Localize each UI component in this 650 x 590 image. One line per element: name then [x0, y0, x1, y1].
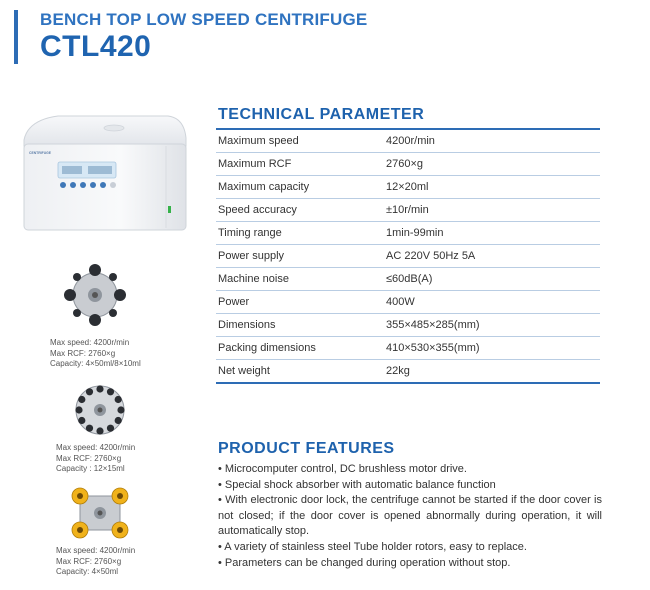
param-name: Power supply [218, 250, 285, 262]
param-value: 4200r/min [386, 135, 435, 147]
table-row [216, 245, 600, 268]
param-name: Power [218, 296, 250, 308]
param-name: Maximum capacity [218, 181, 310, 193]
rotor-image-3 [68, 486, 132, 542]
param-name: Packing dimensions [218, 342, 316, 354]
table-row [216, 291, 600, 314]
param-name: Net weight [218, 365, 270, 377]
rotor-caption-3 [56, 546, 135, 578]
param-name: Timing range [218, 227, 282, 239]
list-item: • With electronic door lock, the centrifuge cannot be started if the door cover is not closed; if the door cover is opened abnormally during operation, it will automatically stop. [218, 494, 602, 538]
list-item: • Microcomputer control, DC brushless motor drive. [218, 463, 467, 475]
rotor-capacity: Capacity : 12×15ml [56, 464, 125, 473]
list-item: • A variety of stainless steel Tube holder rotors, easy to replace. [218, 540, 527, 553]
table-row [216, 176, 600, 199]
rotor-capacity: Capacity: 4×50ml/8×10ml [50, 359, 141, 368]
param-name: Dimensions [218, 319, 276, 331]
rotor-rcf: Max RCF: 2760×g [50, 348, 116, 358]
header-accent-bar [14, 10, 18, 64]
param-value: AC 220V 50Hz 5A [386, 250, 476, 262]
list-item: • Special shock absorber with automatic balance function [218, 478, 496, 491]
rotor-speed: Max speed: 4200r/min [50, 338, 130, 347]
param-value: 410×530×355(mm) [386, 342, 480, 354]
rotor-rcf: Max RCF: 2760×g [56, 556, 122, 566]
rotor-caption-1 [50, 338, 141, 370]
table-row [216, 199, 600, 222]
table-row [216, 153, 600, 176]
table-row [216, 360, 600, 384]
page-title: CTL420 [40, 30, 152, 63]
param-value: ±10r/min [386, 204, 429, 216]
param-value: 22kg [386, 365, 410, 377]
rotor-caption-2 [56, 443, 135, 475]
param-name: Speed accuracy [218, 204, 297, 216]
list-item: • Parameters can be changed during operation without stop. [218, 556, 511, 569]
rotor-capacity: Capacity: 4×50ml [56, 567, 119, 576]
table-row [216, 337, 600, 360]
param-name: Machine noise [218, 273, 289, 285]
param-name: Maximum speed [218, 135, 299, 147]
table-row [216, 130, 600, 153]
parameter-table [216, 128, 600, 384]
param-value: ≤60dB(A) [386, 273, 433, 285]
centrifuge-brand-mark: CENTRIFUGE [29, 151, 52, 155]
table-row [216, 222, 600, 245]
param-value: 400W [386, 296, 415, 308]
technical-parameter-title: TECHNICAL PARAMETER [218, 106, 425, 123]
rotor-image-2 [68, 378, 132, 442]
table-row [216, 314, 600, 337]
param-name: Maximum RCF [218, 158, 292, 170]
product-features-title: PRODUCT FEATURES [218, 440, 395, 457]
centrifuge-image [18, 112, 190, 232]
table-row [216, 268, 600, 291]
rotor-speed: Max speed: 4200r/min [56, 546, 136, 555]
param-value: 1min-99min [386, 227, 444, 239]
param-value: 355×485×285(mm) [386, 319, 480, 331]
rotor-speed: Max speed: 4200r/min [56, 443, 136, 452]
param-value: 2760×g [386, 158, 424, 170]
rotor-image-1 [62, 262, 128, 328]
param-value: 12×20ml [386, 181, 429, 193]
page-subtitle: BENCH TOP LOW SPEED CENTRIFUGE [40, 10, 368, 29]
feature-list [218, 462, 602, 571]
rotor-rcf: Max RCF: 2760×g [56, 453, 122, 463]
